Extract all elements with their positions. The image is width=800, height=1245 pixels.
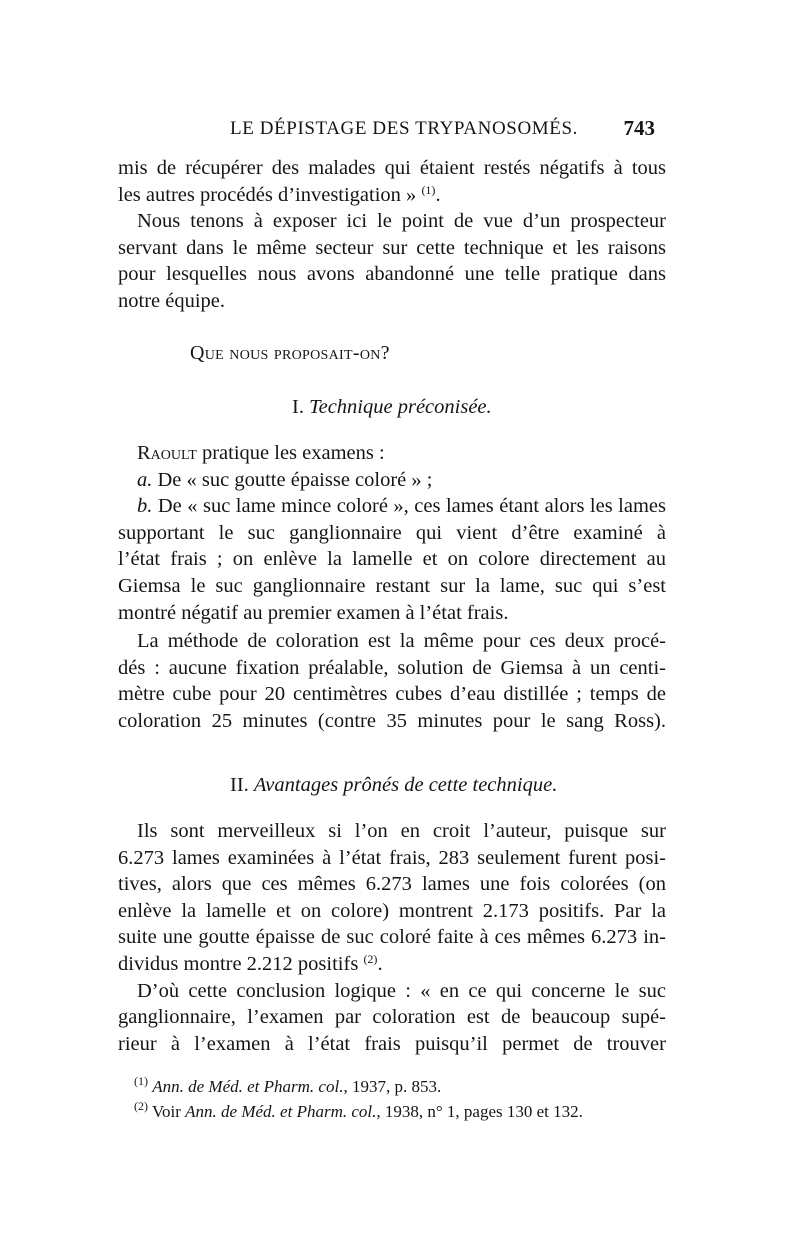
text-line: supportant le suc ganglionnaire qui vient d’être examiné à bbox=[118, 521, 666, 544]
section-heading-2 bbox=[230, 774, 557, 797]
paragraph-continuation bbox=[118, 155, 666, 208]
paragraph-technique bbox=[118, 440, 666, 626]
text-fragment: pratique les examens : bbox=[196, 442, 385, 464]
journal-title: Ann. de Méd. et Pharm. col. bbox=[185, 1102, 377, 1121]
text-line: enlève la lamelle et on colore) montrent 2.173 positifs. Par la bbox=[118, 899, 666, 922]
paragraph-avantages bbox=[118, 818, 666, 1057]
text-fragment: . bbox=[435, 183, 441, 206]
section-heading-1 bbox=[292, 396, 492, 419]
paragraph-prospecteur bbox=[118, 208, 666, 314]
journal-title: Ann. de Méd. et Pharm. col. bbox=[152, 1077, 344, 1096]
section-title: Avantages prônés de cette technique. bbox=[253, 774, 558, 796]
text-line: 6.273 lames examinées à l’état frais, 283 seulement furent posi- bbox=[118, 846, 666, 869]
text-line: coloration 25 minutes (contre 35 minutes pour le sang Ross). bbox=[118, 709, 666, 732]
text-line bbox=[118, 440, 666, 467]
text-line: pour lesquelles nous avons abandonné une telle pratique dans bbox=[118, 263, 666, 286]
list-letter: b. bbox=[137, 495, 153, 518]
text-line: Nous tenons à exposer ici le point de vue d’un prospecteur bbox=[137, 210, 666, 232]
text-line: suite une goutte épaisse de suc coloré faite à ces mêmes 6.273 in- bbox=[118, 926, 666, 949]
text-fragment: les autres procédés d’investigation » bbox=[118, 183, 417, 206]
text-line: mètre cube pour 20 centimètres cubes d’eau distillée ; temps de bbox=[118, 683, 666, 706]
running-title: LE DÉPISTAGE DES TRYPANOSOMÉS. bbox=[230, 118, 578, 139]
running-header bbox=[118, 116, 655, 144]
text-line bbox=[118, 467, 666, 494]
text-line: rieur à l’examen à l’état frais puisqu’il permet de trouver bbox=[118, 1032, 666, 1055]
text-line bbox=[118, 493, 666, 520]
author-name: Raoult bbox=[137, 442, 197, 464]
text-fragment: dividus montre 2.212 positifs bbox=[118, 952, 359, 975]
footnote-mark: (1) bbox=[134, 1074, 148, 1088]
text-line bbox=[118, 951, 666, 978]
footnote-ref-2: (2) bbox=[363, 951, 378, 966]
text-line: Ils sont merveilleux si l’on en croit l’auteur, puisque sur bbox=[137, 820, 666, 842]
text-line: notre équipe. bbox=[118, 289, 226, 312]
text-line: D’où cette conclusion logique : « en ce qui concerne le suc bbox=[137, 979, 666, 1002]
footnote-text: , 1938, n° 1, pages 130 et 132. bbox=[376, 1102, 583, 1121]
section-numeral: II. bbox=[230, 774, 249, 796]
text-fragment: De « suc lame mince coloré », ces lames étant alors les lames bbox=[152, 495, 666, 518]
text-line: Giemsa le suc ganglionnaire restant sur la lame, suc qui s’est bbox=[118, 574, 666, 597]
text-line: mis de récupérer des malades qui étaient restés négatifs à tous bbox=[118, 157, 666, 179]
text-line: tives, alors que ces mêmes 6.273 lames une fois colorées (on bbox=[118, 873, 666, 896]
text-fragment: De « suc goutte épaisse coloré » ; bbox=[152, 468, 433, 491]
text-line: dés : aucune fixation préalable, solution de Giemsa à un centi- bbox=[118, 656, 666, 679]
text-fragment: . bbox=[377, 952, 383, 975]
footnote-text: , 1937, p. 853. bbox=[343, 1077, 442, 1096]
page-number: 743 bbox=[623, 116, 655, 140]
list-letter: a. bbox=[137, 468, 153, 491]
text-line: montré négatif au premier examen à l’état frais. bbox=[118, 601, 509, 624]
text-line: l’état frais ; on enlève la lamelle et on colore directement au bbox=[118, 548, 666, 571]
footnote-text: Voir bbox=[148, 1102, 186, 1121]
footnote-ref-1: (1) bbox=[421, 182, 436, 197]
footnote-mark: (2) bbox=[134, 1099, 148, 1113]
section-question-heading: Que nous proposait-on? bbox=[190, 342, 390, 364]
footnote-1 bbox=[134, 1074, 442, 1097]
footnote-2 bbox=[134, 1099, 583, 1122]
text-line: ganglionnaire, l’examen par coloration est de beaucoup supé- bbox=[118, 1006, 666, 1029]
section-numeral: I. bbox=[292, 396, 304, 418]
text-line bbox=[118, 182, 666, 209]
text-line: servant dans le même secteur sur cette technique et les raisons bbox=[118, 236, 666, 259]
text-line: La méthode de coloration est la même pour ces deux procé- bbox=[137, 630, 666, 652]
paragraph-coloration bbox=[118, 628, 666, 734]
section-title: Technique préconisée. bbox=[309, 396, 492, 418]
